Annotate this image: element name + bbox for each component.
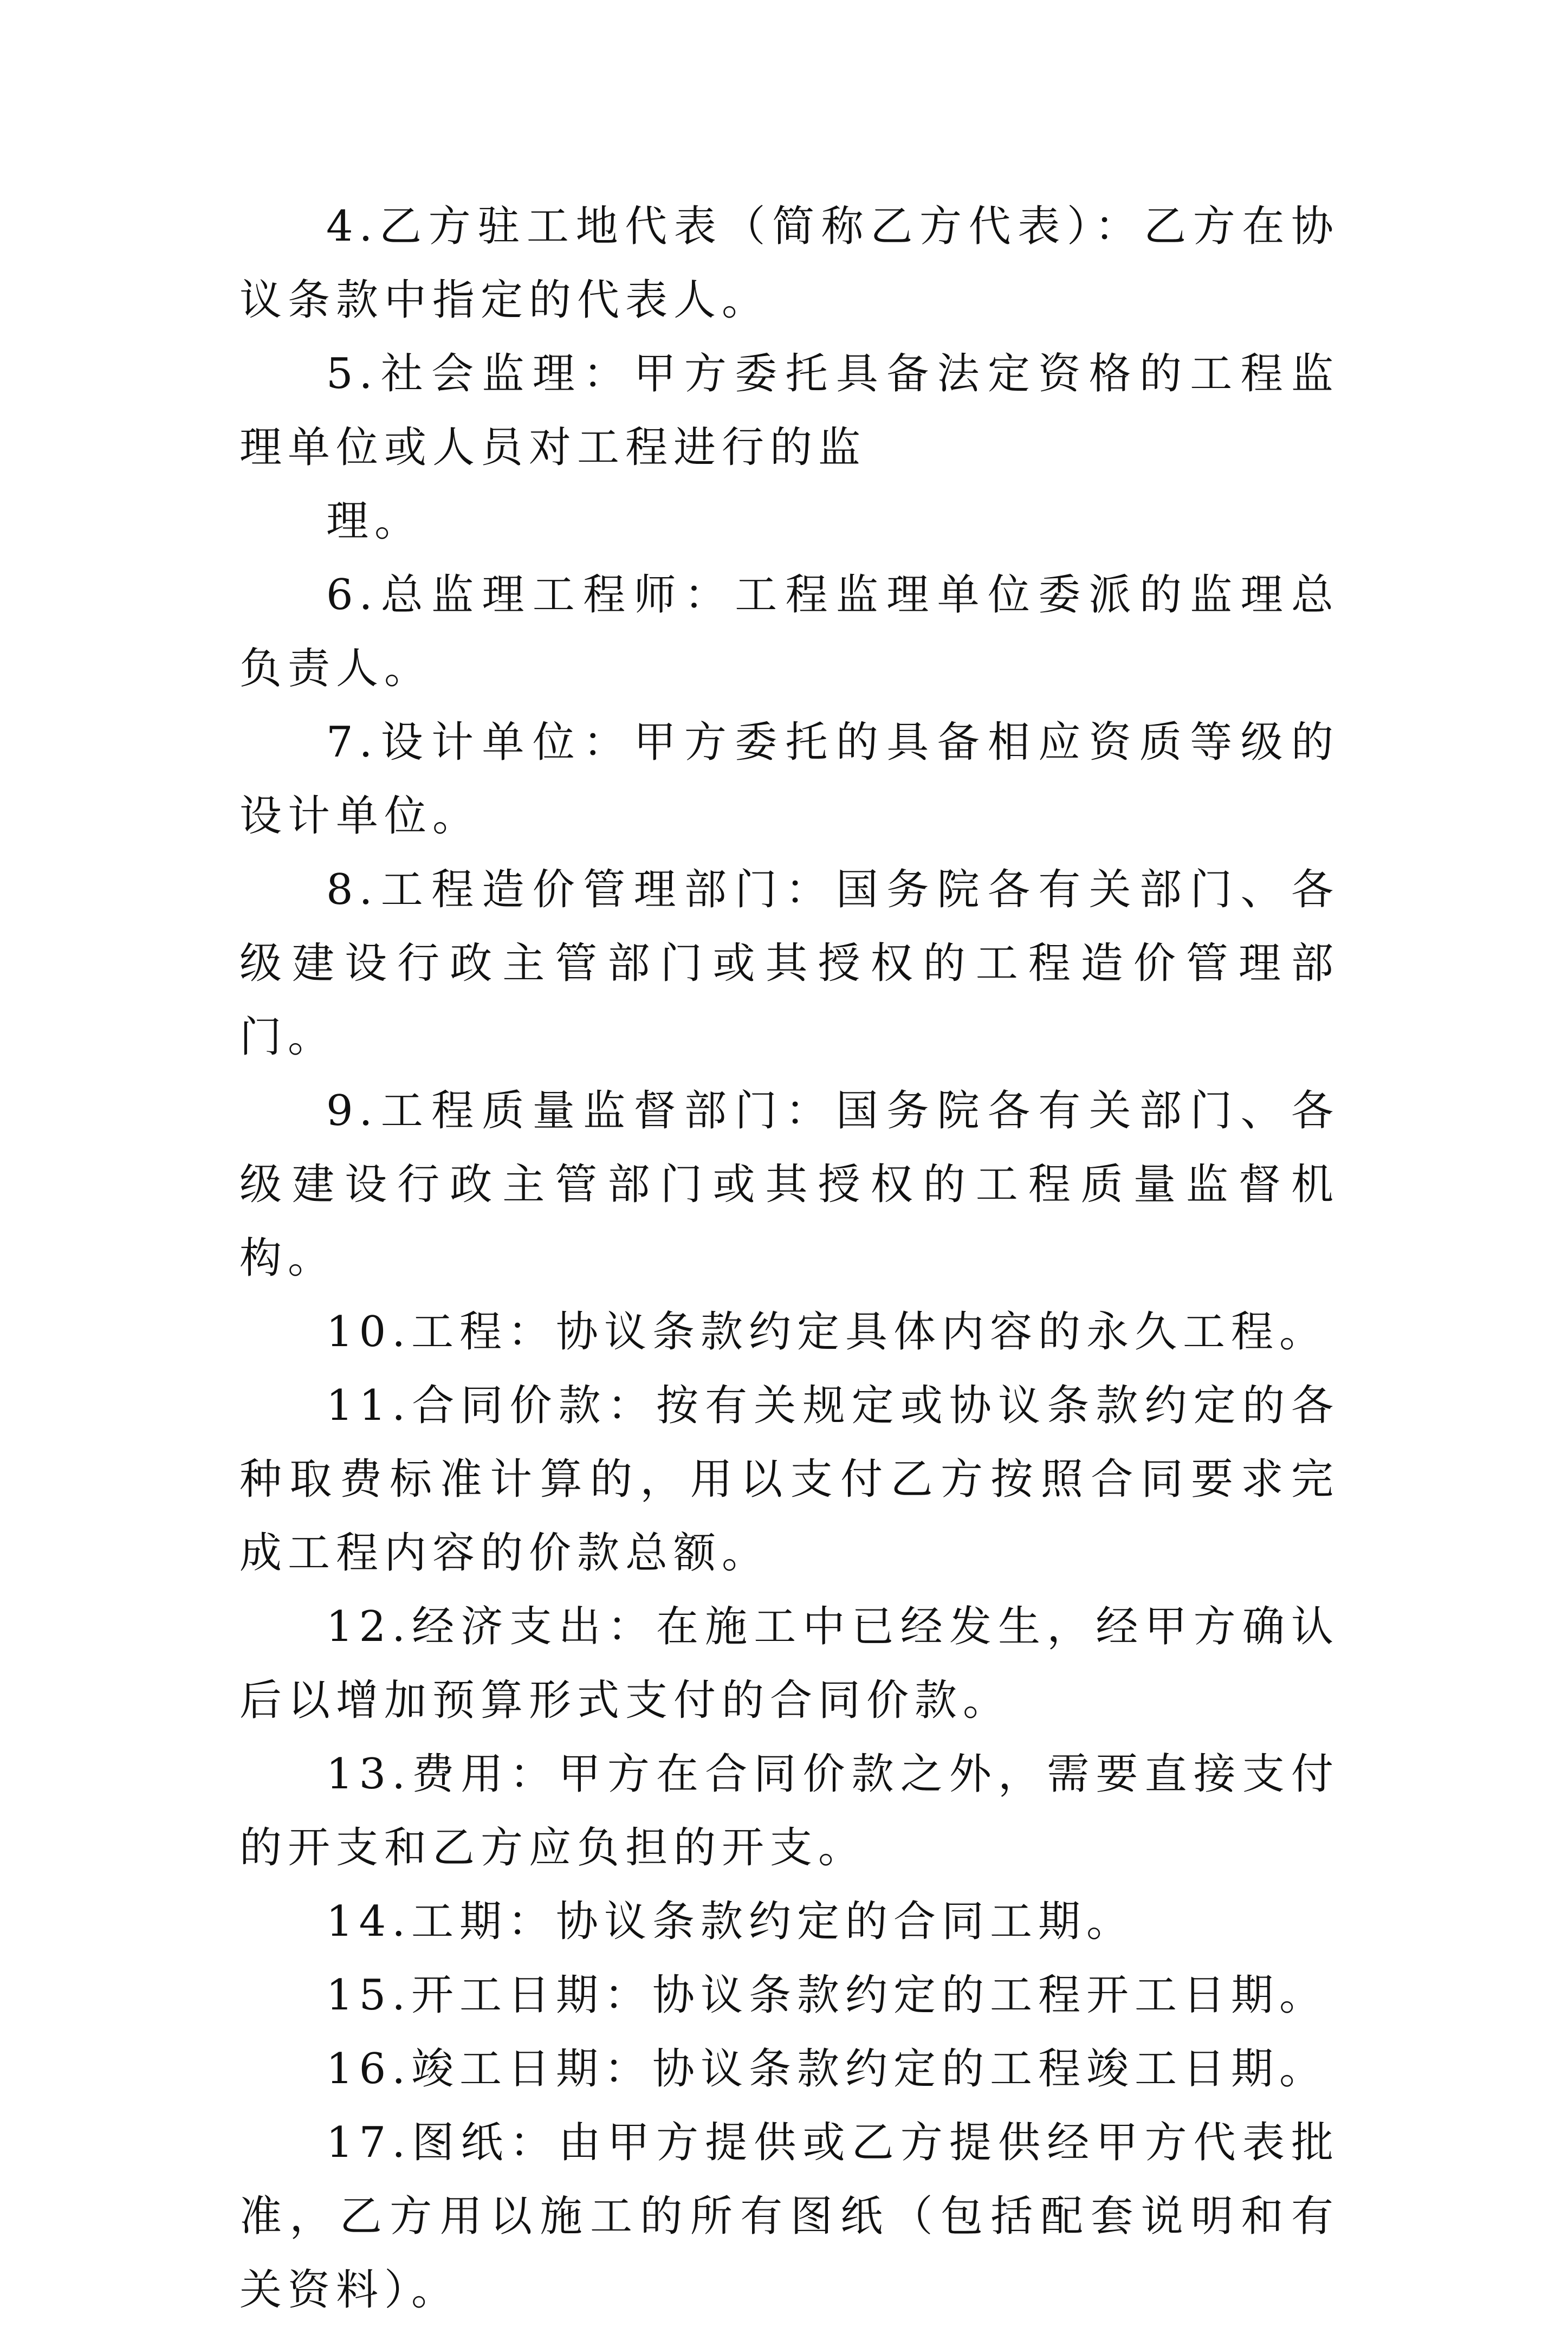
clause-15: 15.开工日期：协议条款约定的工程开工日期。	[326, 1971, 1328, 2020]
clause-11: 11.合同价款：按有关规定或协议条款约定的各种取费标准计算的，用以支付乙方按照合同要求完成工程内容的价款总额。	[239, 1381, 1339, 1578]
clause-13: 13.费用：甲方在合同价款之外，需要直接支付的开支和乙方应负担的开支。	[239, 1750, 1339, 1872]
clause-17: 17.图纸：由甲方提供或乙方提供经甲方代表批准，乙方用以施工的所有图纸（包括配套说明和有关资料）。	[239, 2118, 1339, 2315]
clause-10: 10.工程：协议条款约定具体内容的永久工程。	[326, 1308, 1328, 1356]
clause-4: 4.乙方驻工地代表（简称乙方代表）：乙方在协议条款中指定的代表人。	[239, 202, 1339, 325]
clause-7: 7.设计单位：甲方委托的具备相应资质等级的设计单位。	[239, 718, 1339, 841]
clause-5-continuation: 理。	[326, 497, 423, 546]
clause-16: 16.竣工日期：协议条款约定的工程竣工日期。	[326, 2045, 1328, 2093]
clause-12: 12.经济支出：在施工中已经发生，经甲方确认后以增加预算形式支付的合同价款。	[239, 1602, 1339, 1725]
clause-14: 14.工期：协议条款约定的合同工期。	[326, 1897, 1135, 1946]
clause-6: 6.总监理工程师：工程监理单位委派的监理总负责人。	[239, 571, 1339, 693]
clause-8: 8.工程造价管理部门：国务院各有关部门、各级建设行政主管部门或其授权的工程造价管理部门。	[239, 865, 1339, 1062]
clause-5: 5.社会监理：甲方委托具备法定资格的工程监理单位或人员对工程进行的监	[239, 350, 1339, 472]
document-body	[239, 190, 1339, 2327]
clause-9: 9.工程质量监督部门：国务院各有关部门、各级建设行政主管部门或其授权的工程质量监督机构。	[239, 1087, 1339, 1283]
